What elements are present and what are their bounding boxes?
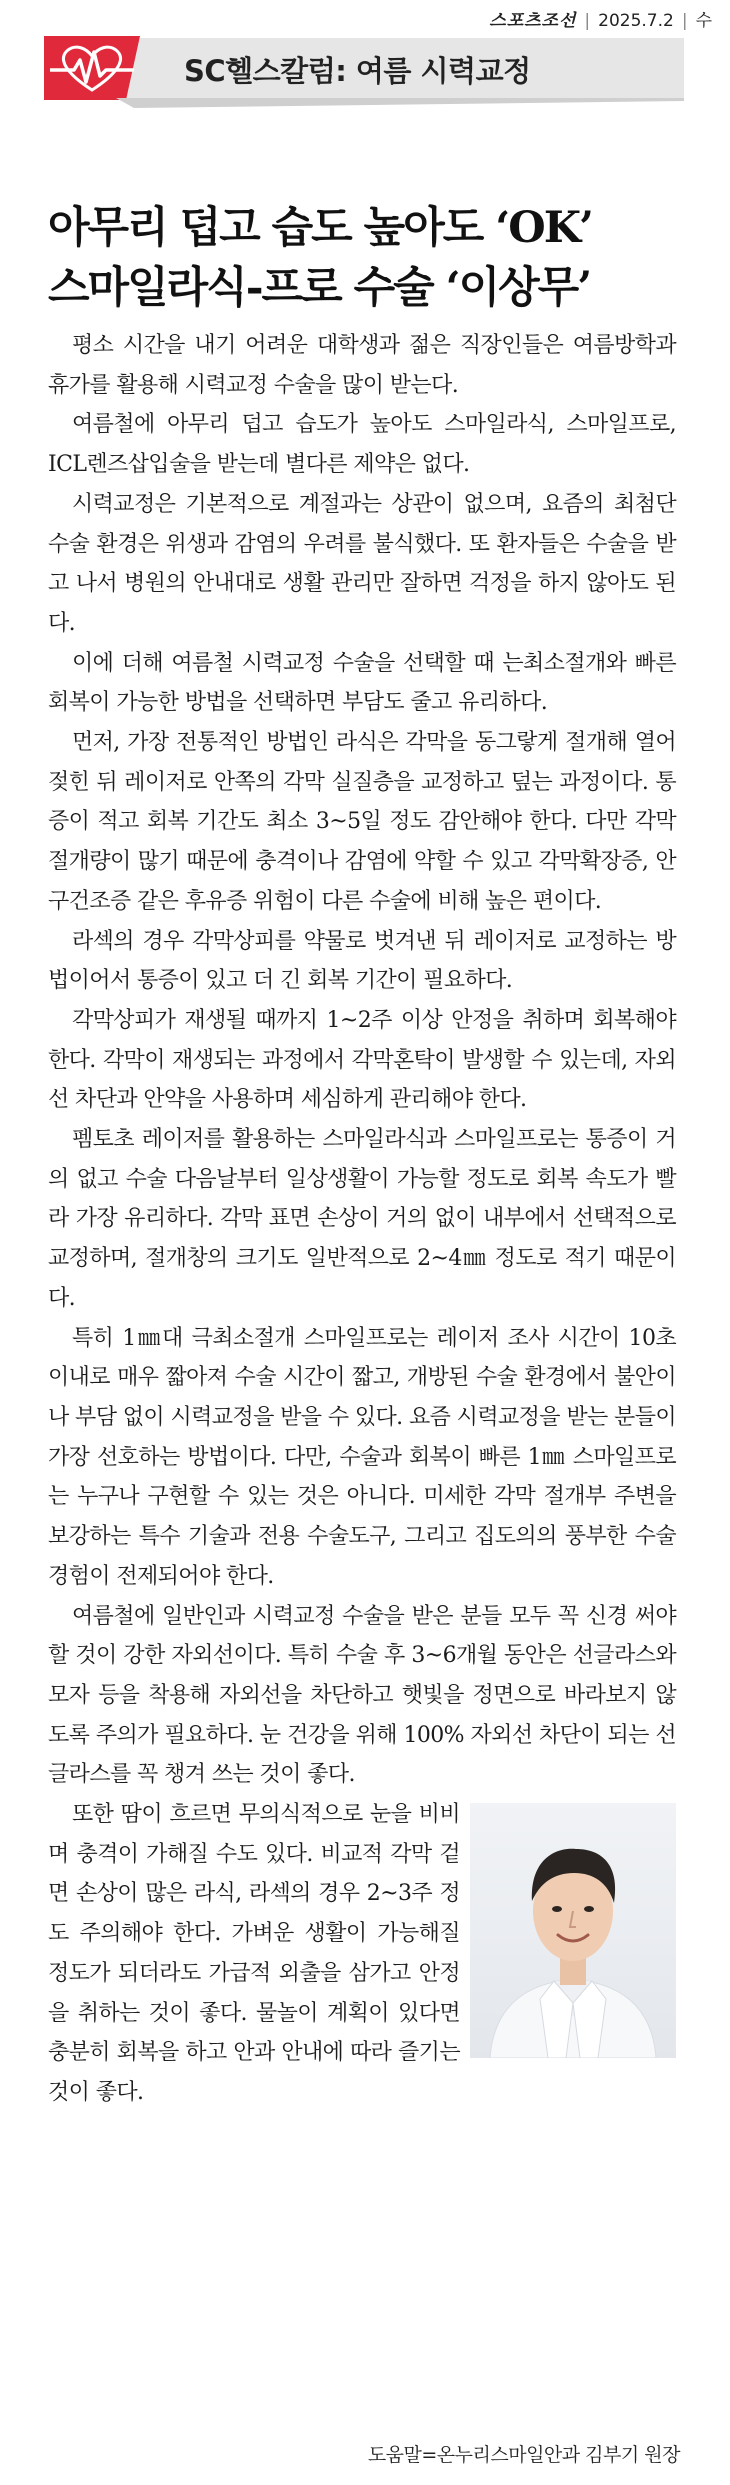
paragraph: 이에 더해 여름철 시력교정 수술을 선택할 때 는최소절개와 빠른 회복이 가능한 방법을 선택하면 부담도 줄고 유리하다. (48, 650, 676, 716)
paragraph: 여름철에 일반인과 시력교정 수술을 받은 분들 모두 꼭 신경 써야 할 것이 강한 자외선이다. 특히 수술 후 3~6개월 동안은 선글라스와 모자 등을 착용해 자외선을 차단하고 햇빛을 정면으로 바라보지 않도록 주의가 필요하다. 눈 건강을 위해 100% 자외선 차단이 되는 선글라스를 꼭 챙겨 쓰는 것이 좋다. (48, 1603, 676, 1788)
headline-line-1: 아무리 덥고 습도 높아도 ‘OK’ (48, 203, 593, 253)
paragraph: 먼저, 가장 전통적인 방법인 라식은 각막을 동그랗게 절개해 열어젖힌 뒤 레이저로 안쪽의 각막 실질층을 교정하고 덮는 과정이다. 통증이 적고 회복 기간도 최소 3~5일 정도 감안해야 한다. 다만 각막 절개량이 많기 때문에 충격이나 감염에 약할 수 있고 각막확장증, 안구건조증 같은 후유증 위험이 다른 수술에 비해 높은 편이다. (48, 730, 676, 914)
section-banner (44, 36, 684, 116)
newspaper-name: 스포츠조선 (489, 11, 577, 31)
masthead-divider: | (584, 11, 591, 31)
heartbeat-icon (44, 36, 140, 100)
headline-line-2: 스마일라식-프로 수술 ‘이상무’ (48, 263, 591, 313)
publish-weekday: 수 (695, 11, 712, 31)
paragraph: 시력교정은 기본적으로 계절과는 상관이 없으며, 요즘의 최첨단 수술 환경은 위생과 감염의 우려를 불식했다. 또 환자들은 수술을 받고 나서 병원의 안내대로 생활 관리만 잘하면 걱정을 하지 않아도 된다. (48, 491, 676, 636)
masthead (0, 6, 712, 31)
doctor-portrait-photo (470, 1803, 676, 2058)
paragraph: 펨토초 레이저를 활용하는 스마일라식과 스마일프로는 통증이 거의 없고 수술 다음날부터 일상생활이 가능할 정도로 회복 속도가 빨라 가장 유리하다. 각막 표면 손상이 거의 없이 내부에서 선택적으로 교정하며, 절개창의 크기도 일반적으로 2~4㎜ 정도로 적기 때문이다. (48, 1127, 676, 1311)
paragraph: 여름철에 아무리 덥고 습도가 높아도 스마일라식, 스마일프로, ICL렌즈삽입술을 받는데 별다른 제약은 없다. (48, 412, 676, 478)
banner-fold-decoration (44, 98, 684, 108)
headline (48, 198, 698, 318)
paragraph: 각막상피가 재생될 때까지 1~2주 이상 안정을 취하며 회복해야 한다. 각막이 재생되는 과정에서 각막혼탁이 발생할 수 있는데, 자외선 차단과 안약을 사용하며 세심하게 관리해야 한다. (48, 1007, 676, 1113)
article-body (48, 326, 676, 2113)
section-label: SC헬스칼럼: 여름 시력교정 (184, 54, 531, 88)
portrait-illustration (470, 1803, 676, 2058)
masthead-divider: | (681, 11, 688, 31)
paragraph: 또한 땀이 흐르면 무의식적으로 눈을 비비며 충격이 가해질 수도 있다. 비교적 각막 겉면 손상이 많은 라식, 라섹의 경우 2~3주 정도 주의해야 한다. 가벼운 생활이 가능해질 정도가 되더라도 가급적 외출을 삼가고 안정을 취하는 것이 좋다. 물놀이 계획이 있다면 충분히 회복을 하고 안과 안내에 따라 즐기는 것이 좋다. (48, 1802, 460, 2105)
paragraph: 라섹의 경우 각막상피를 약물로 벗겨낸 뒤 레이저로 교정하는 방법이어서 통증이 있고 더 긴 회복 기간이 필요하다. (48, 928, 676, 994)
advice-credit: 도움말=온누리스마일안과 김부기 원장 (367, 2444, 680, 2466)
publish-date: 2025.7.2 (598, 11, 674, 31)
paragraph: 특히 1㎜대 극최소절개 스마일프로는 레이저 조사 시간이 10초 이내로 매우 짧아져 수술 시간이 짧고, 개방된 수술 환경에서 불안이나 부담 없이 시력교정을 받을 수 있다. 요즘 시력교정을 받는 분들이 가장 선호하는 방법이다. 다만, 수술과 회복이 빠른 1㎜ 스마일프로는 누구나 구현할 수 있는 것은 아니다. 미세한 각막 절개부 주변을 보강하는 특수 기술과 전용 수술도구, 그리고 집도의의 풍부한 수술 경험이 전제되어야 한다. (48, 1325, 676, 1589)
paragraph: 평소 시간을 내기 어려운 대학생과 젊은 직장인들은 여름방학과 휴가를 활용해 시력교정 수술을 많이 받는다. (48, 333, 676, 398)
